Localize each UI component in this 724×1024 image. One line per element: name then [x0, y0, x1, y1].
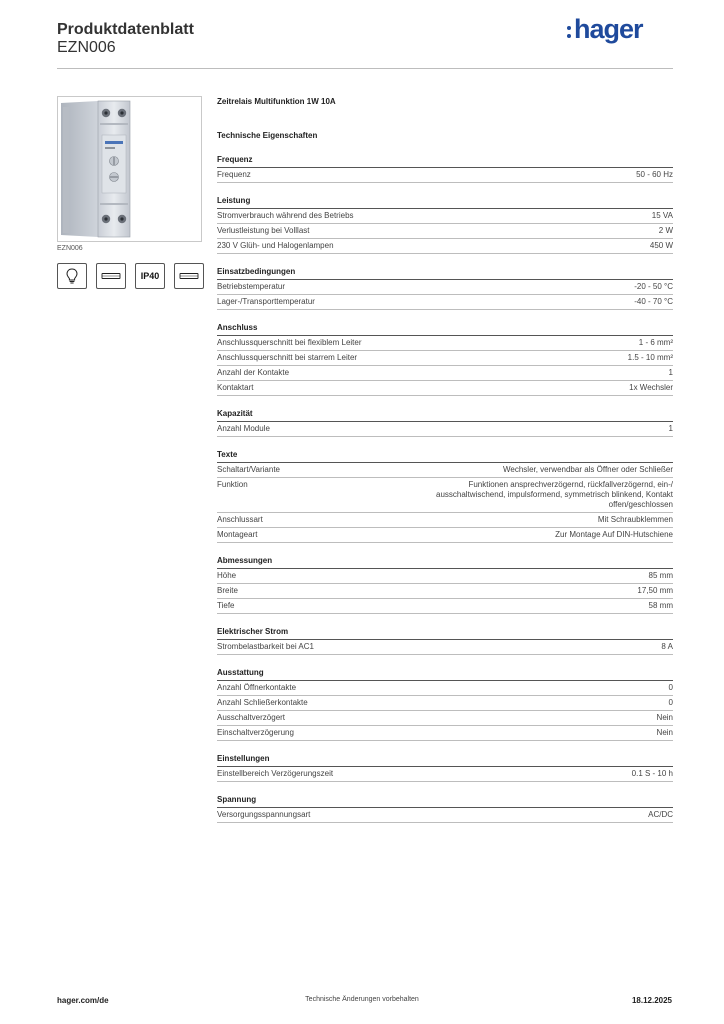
spec-value: AC/DC — [648, 810, 673, 819]
spec-label: Anschlussquerschnitt bei flexiblem Leiter — [217, 338, 362, 347]
spec-value: 1 — [668, 424, 673, 433]
spec-label: Kontaktart — [217, 383, 254, 392]
spec-section — [217, 323, 673, 396]
spec-row — [217, 681, 673, 696]
spec-label: Lager-/Transporttemperatur — [217, 297, 315, 306]
spec-value: Nein — [656, 728, 673, 737]
spec-section — [217, 196, 673, 254]
spec-row — [217, 640, 673, 655]
logo-dots — [567, 26, 572, 42]
spec-area — [217, 96, 673, 823]
footer-website: hager.com/de — [57, 996, 109, 1005]
spec-section — [217, 627, 673, 655]
spec-label: Anschlussquerschnitt bei starrem Leiter — [217, 353, 358, 362]
section-title: Abmessungen — [217, 556, 673, 569]
spec-value: 85 mm — [648, 571, 673, 580]
spec-row — [217, 726, 673, 741]
footer-date: 18.12.2025 — [631, 996, 672, 1005]
section-title: Anschluss — [217, 323, 673, 336]
spec-label: Montageart — [217, 530, 258, 539]
spec-row — [217, 599, 673, 614]
spec-value: 0 — [668, 698, 673, 707]
spec-label: Betriebstemperatur — [217, 282, 286, 291]
hager-logo — [567, 16, 667, 46]
spec-row — [217, 209, 673, 224]
spec-value: 1x Wechsler — [629, 383, 673, 392]
spec-section — [217, 556, 673, 614]
page-title: Produktdatenblatt — [57, 21, 194, 38]
spec-label: Ausschaltverzögert — [217, 713, 286, 722]
technical-properties-heading: Technische Eigenschaften — [217, 131, 318, 140]
section-title: Frequenz — [217, 155, 673, 168]
spec-row — [217, 478, 673, 513]
spec-label: Anschlussart — [217, 515, 263, 524]
spec-label: Höhe — [217, 571, 237, 580]
spec-row — [217, 513, 673, 528]
spec-row — [217, 280, 673, 295]
spec-row — [217, 168, 673, 183]
section-title: Einsatzbedingungen — [217, 267, 673, 280]
spec-label: Strombelastbarkeit bei AC1 — [217, 642, 314, 651]
section-title: Elektrischer Strom — [217, 627, 673, 640]
product-name: Zeitrelais Multifunktion 1W 10A — [217, 97, 336, 106]
ip-rating-label: IP40 — [140, 271, 160, 281]
spec-label: Versorgungsspannungsart — [217, 810, 311, 819]
spec-label: Stromverbrauch während des Betriebs — [217, 211, 354, 220]
spec-value: 1 - 6 mm² — [638, 338, 673, 347]
spec-label: Funktion — [217, 480, 248, 489]
section-title: Ausstattung — [217, 668, 673, 681]
spec-row — [217, 463, 673, 478]
section-title: Texte — [217, 450, 673, 463]
spec-label: Anzahl der Kontakte — [217, 368, 290, 377]
spec-label: Breite — [217, 586, 238, 595]
spec-label: Anzahl Öffnerkontakte — [217, 683, 297, 692]
spec-section — [217, 668, 673, 741]
spec-row — [217, 711, 673, 726]
spec-row — [217, 696, 673, 711]
section-title: Kapazität — [217, 409, 673, 422]
product-code: EZN006 — [57, 39, 116, 56]
spec-row — [217, 336, 673, 351]
spec-row — [217, 767, 673, 782]
spec-value: Mit Schraubklemmen — [597, 515, 673, 524]
spec-value: 0.1 S - 10 h — [631, 769, 673, 778]
spec-row — [217, 295, 673, 310]
spec-value: 1 — [668, 368, 673, 377]
spec-row — [217, 224, 673, 239]
ip-rating-badge — [135, 263, 165, 289]
header-divider — [57, 68, 673, 69]
spec-value: 450 W — [649, 241, 673, 250]
spec-value: -40 - 70 °C — [634, 297, 673, 306]
spec-value: 2 W — [658, 226, 673, 235]
footer-notice: Technische Änderungen vorbehalten — [305, 996, 419, 1003]
spec-label: 230 V Glüh- und Halogenlampen — [217, 241, 334, 250]
lamp-badge — [57, 263, 87, 289]
spec-row — [217, 381, 673, 396]
spec-label: Einschaltverzögerung — [217, 728, 294, 737]
section-title: Einstellungen — [217, 754, 673, 767]
spec-section — [217, 409, 673, 437]
spec-value: -20 - 50 °C — [634, 282, 673, 291]
section-title: Leistung — [217, 196, 673, 209]
spec-value: Nein — [656, 713, 673, 722]
product-image — [57, 96, 202, 242]
spec-row — [217, 584, 673, 599]
spec-row — [217, 239, 673, 254]
logo-text: hager — [574, 14, 643, 44]
spec-row — [217, 366, 673, 381]
spec-row — [217, 351, 673, 366]
spec-section — [217, 754, 673, 782]
spec-row — [217, 808, 673, 823]
spec-label: Verlustleistung bei Volllast — [217, 226, 310, 235]
spec-section — [217, 155, 673, 183]
section-title: Spannung — [217, 795, 673, 808]
spec-section — [217, 450, 673, 543]
spec-label: Einstellbereich Verzögerungszeit — [217, 769, 334, 778]
timer-relay-product-photo — [58, 97, 201, 241]
spec-section — [217, 795, 673, 823]
spec-value: Funktionen ansprechverzögernd, rückfallverzögernd, ein-/ ausschaltwischend, impulsformend, symmetrisch blinkend, Kontakt offen/geschlossen — [436, 480, 673, 509]
din-rail-icon — [179, 272, 199, 280]
spec-label: Frequenz — [217, 170, 251, 179]
spec-row — [217, 422, 673, 437]
spec-value: Zur Montage Auf DIN-Hutschiene — [555, 530, 673, 539]
spec-row — [217, 569, 673, 584]
spec-row — [217, 528, 673, 543]
lamp-icon — [66, 268, 78, 284]
din-rail-badge-2 — [174, 263, 204, 289]
spec-label: Anzahl Module — [217, 424, 270, 433]
product-caption: EZN006 — [57, 245, 83, 252]
spec-label: Anzahl Schließerkontakte — [217, 698, 308, 707]
spec-sections — [217, 155, 673, 823]
spec-value: 8 A — [661, 642, 673, 651]
din-rail-icon — [101, 272, 121, 280]
spec-value: 50 - 60 Hz — [636, 170, 673, 179]
spec-section — [217, 267, 673, 310]
spec-label: Tiefe — [217, 601, 235, 610]
din-rail-badge — [96, 263, 126, 289]
spec-label: Schaltart/Variante — [217, 465, 280, 474]
spec-value: 17,50 mm — [637, 586, 673, 595]
spec-value: 0 — [668, 683, 673, 692]
spec-value: 58 mm — [648, 601, 673, 610]
spec-value: 15 VA — [651, 211, 673, 220]
spec-value: Wechsler, verwendbar als Öffner oder Schließer — [502, 465, 673, 474]
spec-value: 1.5 - 10 mm² — [627, 353, 673, 362]
